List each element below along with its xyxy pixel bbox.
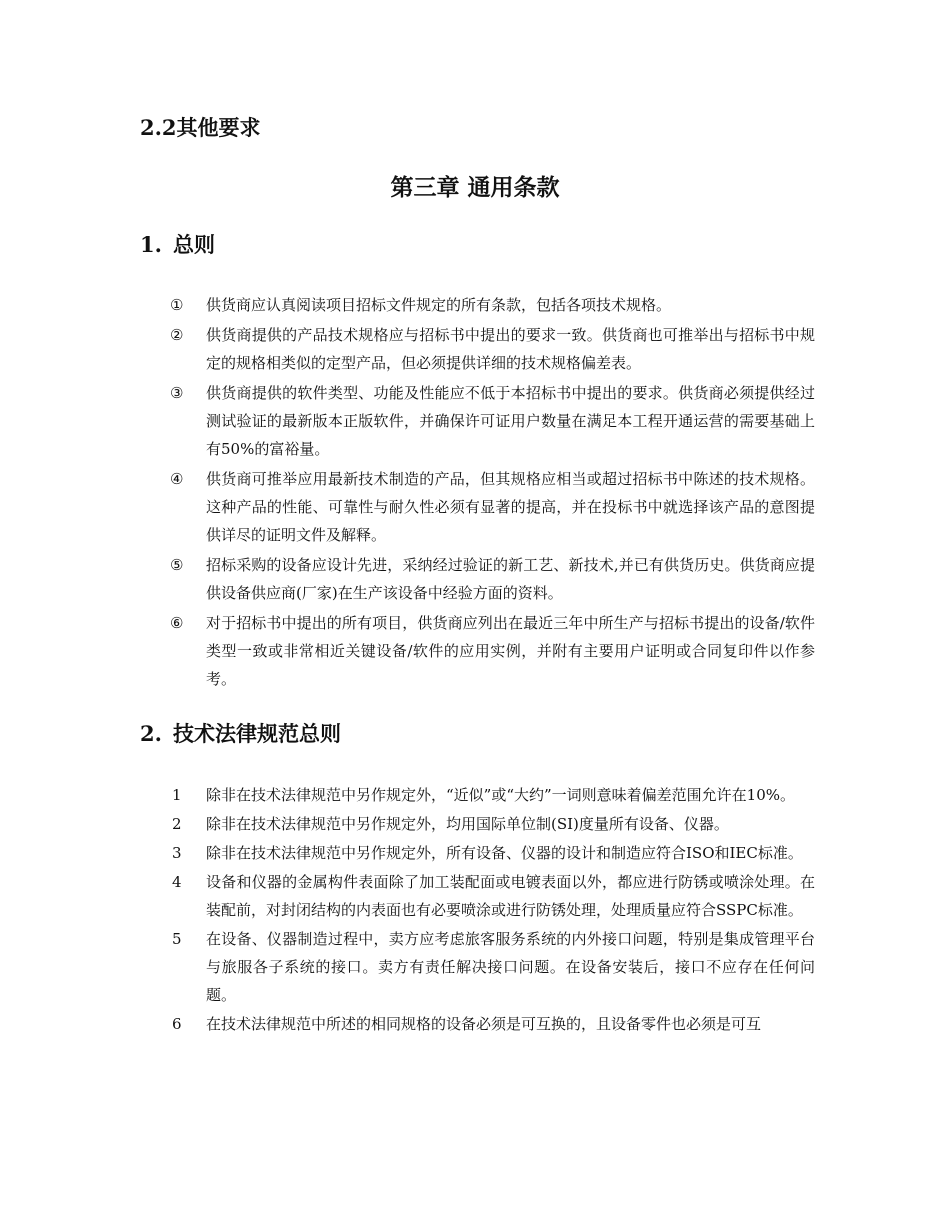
- list-item-text: 供货商提供的软件类型、功能及性能应不低于本招标书中提出的要求。供货商必须提供经过测试验证的最新版本正版软件，并确保许可证用户数量在满足本工程开通运营的需要基础上有50%的富裕量。: [206, 384, 815, 458]
- list-item: [170, 321, 815, 377]
- list-item-text: 供货商提供的产品技术规格应与招标书中提出的要求一致。供货商也可推举出与招标书中规定的规格相类似的定型产品，但必须提供详细的技术规格偏差表。: [206, 326, 815, 372]
- list-item: [170, 839, 815, 867]
- list-item: [170, 810, 815, 838]
- list-item-text: 在设备、仪器制造过程中，卖方应考虑旅客服务系统的内外接口问题，特别是集成管理平台与旅服各子系统的接口。卖方有责任解决接口问题。在设备安装后，接口不应存在任何问题。: [206, 930, 815, 1004]
- list-marker: 4: [172, 873, 182, 891]
- list-item-text: 除非在技术法律规范中另作规定外，“近似”或“大约”一词则意味着偏差范围允许在10%。: [206, 786, 796, 804]
- list-item-text: 除非在技术法律规范中另作规定外，均用国际单位制(SI)度量所有设备、仪器。: [206, 815, 729, 833]
- chapter-title: 第三章 通用条款: [390, 174, 560, 201]
- section-number: 2.: [140, 721, 162, 746]
- list-item: [170, 1010, 815, 1038]
- list-marker: 2: [172, 815, 182, 833]
- list-marker: 3: [172, 844, 182, 862]
- section-number: 1.: [140, 232, 162, 257]
- list-item: [170, 609, 815, 693]
- list-item-text: 在技术法律规范中所述的相同规格的设备必须是可互换的，且设备零件也必须是可互: [206, 1015, 762, 1033]
- list-item: [170, 465, 815, 549]
- list-marker: ①: [170, 296, 184, 314]
- list-item: [170, 551, 815, 607]
- list-marker: 1: [172, 786, 182, 804]
- subsection-title: 2.2其他要求: [140, 115, 261, 140]
- list-marker: 5: [172, 930, 182, 948]
- list-item: [170, 925, 815, 1009]
- list-item-text: 供货商可推举应用最新技术制造的产品，但其规格应相当或超过招标书中陈述的技术规格。这种产品的性能、可靠性与耐久性必须有显著的提高，并在投标书中就选择该产品的意图提供详尽的证明文件及解释。: [206, 470, 815, 544]
- list-marker: ④: [170, 470, 184, 488]
- list-item: [170, 291, 815, 319]
- section-title: 总则: [173, 232, 215, 257]
- list-marker: ③: [170, 384, 184, 402]
- list-marker: ⑤: [170, 556, 184, 574]
- technical-norms-list: [170, 781, 815, 1039]
- list-item-text: 设备和仪器的金属构件表面除了加工装配面或电镀表面以外，都应进行防锈或喷涂处理。在装配前，对封闭结构的内表面也有必要喷涂或进行防锈处理，处理质量应符合SSPC标准。: [206, 873, 815, 919]
- list-item-text: 除非在技术法律规范中另作规定外，所有设备、仪器的设计和制造应符合ISO和IEC标准。: [206, 844, 803, 862]
- list-item-text: 对于招标书中提出的所有项目，供货商应列出在最近三年中所生产与招标书提出的设备/软件类型一致或非常相近关键设备/软件的应用实例，并附有主要用户证明或合同复印件以作参考。: [206, 614, 815, 688]
- list-item: [170, 781, 815, 809]
- list-item-text: 供货商应认真阅读项目招标文件规定的所有条款，包括各项技术规格。: [206, 296, 672, 314]
- general-rules-list: [170, 291, 815, 695]
- section-title: 技术法律规范总则: [173, 721, 341, 746]
- list-marker: ②: [170, 326, 184, 344]
- list-item: [170, 379, 815, 463]
- list-marker: ⑥: [170, 614, 184, 632]
- list-item: [170, 868, 815, 924]
- list-item-text: 招标采购的设备应设计先进，采纳经过验证的新工艺、新技术,并已有供货历史。供货商应提供设备供应商(厂家)在生产该设备中经验方面的资料。: [206, 556, 815, 602]
- section-heading-general: [140, 229, 215, 259]
- list-marker: 6: [172, 1015, 182, 1033]
- section-heading-technical-norms: [140, 718, 341, 748]
